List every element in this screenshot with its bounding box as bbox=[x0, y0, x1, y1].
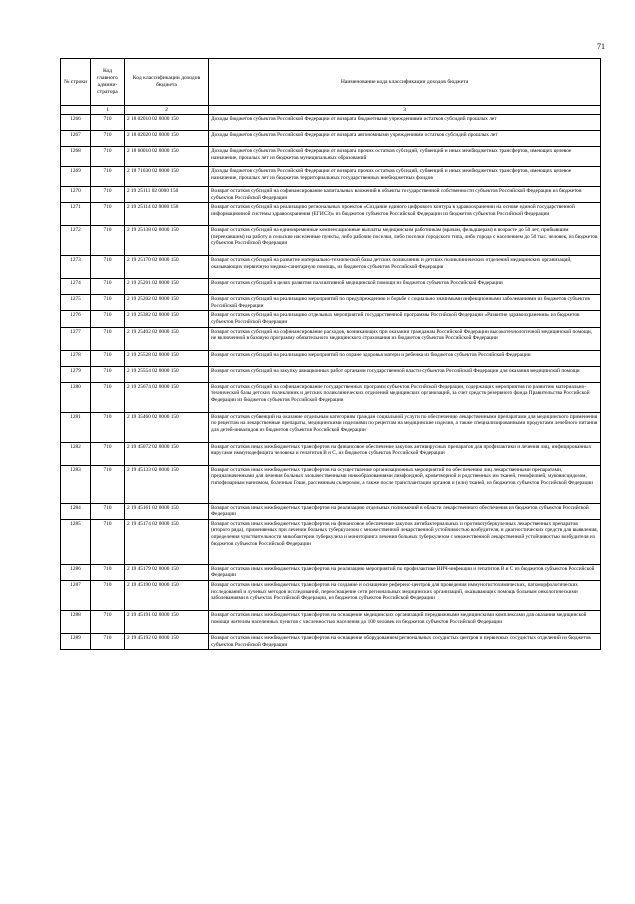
classification-name: Доходы бюджетов субъектов Российской Федерации от возврата прочих остатков субсидий, субвенций и иных межбюджетных трансфертов, имеющих целевое назначение, прошлых лет из бюджетов муниципальных образований bbox=[209, 147, 601, 167]
table-row bbox=[61, 442, 601, 465]
row-number: 1271 bbox=[61, 203, 91, 226]
classification-name: Возврат остатков субсидий на реализацию отдельных мероприятий государственной программы Российской Федерации «Развитие здравоохранения» из бюджетов субъектов Российской Федерации bbox=[209, 311, 601, 327]
column-number: 1 bbox=[91, 106, 125, 115]
admin-code: 710 bbox=[91, 350, 125, 366]
classification-name: Возврат остатков субсидий на реализацию мероприятий по предупреждению и борьбе с социально значимыми инфекционными заболеваниями из бюджетов субъектов Российской Федерации bbox=[209, 295, 601, 311]
row-number: 1279 bbox=[61, 366, 91, 382]
table-row bbox=[61, 131, 601, 147]
admin-code: 710 bbox=[91, 382, 125, 412]
classification-name: Возврат остатков субсидий на реализацию региональных проектов «Создание единого цифрового контура в здравоохранении на основе единой государственной информационной системы здравоохранения (ЕГИСЗ)» из бюджетов субъектов Российской Федерации из бюджетов субъектов Российской Федерации bbox=[209, 203, 601, 226]
row-number: 1274 bbox=[61, 279, 91, 295]
row-number: 1288 bbox=[61, 610, 91, 633]
table-row bbox=[61, 350, 601, 366]
classification-code: 2 19 25111 02 0000 150 bbox=[125, 187, 209, 203]
classification-name: Возврат остатков субсидий на реализацию мероприятий по охране здоровья матери и ребенка из бюджетов субъектов Российской Федерации bbox=[209, 350, 601, 366]
row-number: 1266 bbox=[61, 115, 91, 131]
admin-code: 710 bbox=[91, 442, 125, 465]
table-row bbox=[61, 226, 601, 256]
table-row bbox=[61, 187, 601, 203]
classification-name: Доходы бюджетов субъектов Российской Федерации от возврата автономными учреждениями остатков субсидий прошлых лет bbox=[209, 131, 601, 147]
row-number: 1281 bbox=[61, 412, 91, 442]
admin-code: 710 bbox=[91, 115, 125, 131]
classification-code: 2 19 25554 02 0000 150 bbox=[125, 366, 209, 382]
header-classification-code: Код классификации доходов бюджета bbox=[125, 59, 209, 106]
admin-code: 710 bbox=[91, 465, 125, 503]
row-number: 1289 bbox=[61, 633, 91, 649]
row-number: 1284 bbox=[61, 503, 91, 519]
admin-code: 710 bbox=[91, 187, 125, 203]
table-row bbox=[61, 519, 601, 564]
classification-code: 2 18 60010 02 0000 150 bbox=[125, 147, 209, 167]
classification-name: Возврат остатков субсидий на закупку авиационных работ органами государственной власти субъектов Российской Федерации для оказания медицинской помощи bbox=[209, 366, 601, 382]
row-number: 1276 bbox=[61, 311, 91, 327]
classification-code: 2 19 25528 02 0000 150 bbox=[125, 350, 209, 366]
classification-name: Возврат остатков иных межбюджетных трансфертов на оснащение медицинских организаций передвижными медицинскими комплексами для оказания медицинской помощи жителям населенных пунктов с численностью населения до 100 человек из бюджетов субъектов Российской Федерации bbox=[209, 610, 601, 633]
table-row bbox=[61, 564, 601, 580]
classification-name: Доходы бюджетов субъектов Российской Федерации от возврата прочих остатков субсидий, субвенций и иных межбюджетных трансфертов, имеющих целевое назначение, прошлых лет из бюджетов территориальных государственных внебюджетных фондов bbox=[209, 167, 601, 187]
table-row bbox=[61, 115, 601, 131]
row-number: 1285 bbox=[61, 519, 91, 564]
column-number bbox=[61, 106, 91, 115]
classification-code: 2 19 45179 02 0000 150 bbox=[125, 564, 209, 580]
table-row bbox=[61, 295, 601, 311]
classification-code: 2 19 45072 02 0000 150 bbox=[125, 442, 209, 465]
classification-name: Возврат остатков субсидий в целях развития паллиативной медицинской помощи из бюджетов субъектов Российской Федерации bbox=[209, 279, 601, 295]
classification-code: 2 18 02010 02 0000 150 bbox=[125, 115, 209, 131]
row-number: 1277 bbox=[61, 327, 91, 350]
row-number: 1273 bbox=[61, 256, 91, 279]
classification-code: 2 19 25114 02 0000 150 bbox=[125, 203, 209, 226]
admin-code: 710 bbox=[91, 327, 125, 350]
admin-code: 710 bbox=[91, 147, 125, 167]
admin-code: 710 bbox=[91, 519, 125, 564]
classification-name: Возврат остатков субсидий на единовременные компенсационные выплаты медицинским работникам (врачам, фельдшерам) в возрасте до 50 лет, прибывшим (переехавшим) на работу в сельские населенные пункты, либо рабочие поселки, либо поселки городского типа, либо города с населением до 50 тыс. человек, из бюджетов субъектов Российской Федерации bbox=[209, 226, 601, 256]
page-number: 71 bbox=[597, 42, 605, 51]
admin-code: 710 bbox=[91, 279, 125, 295]
classification-code: 2 19 45174 02 0000 150 bbox=[125, 519, 209, 564]
row-number: 1275 bbox=[61, 295, 91, 311]
classification-name: Возврат остатков субсидий на софинансирование капитальных вложений в объекты государственной собственности субъектов Российской Федерации из бюджетов субъектов Российской Федерации bbox=[209, 187, 601, 203]
row-number: 1269 bbox=[61, 167, 91, 187]
table-body bbox=[61, 115, 601, 650]
classification-code: 2 19 35460 02 0000 150 bbox=[125, 412, 209, 442]
classification-name: Возврат остатков иных межбюджетных трансфертов на реализацию мероприятий по профилактике ВИЧ-инфекции и гепатитов B и C из бюджетов субъектов Российской Федерации bbox=[209, 564, 601, 580]
table-row bbox=[61, 465, 601, 503]
table-row bbox=[61, 412, 601, 442]
classification-name: Возврат остатков иных межбюджетных трансфертов на оснащение оборудованием региональных сосудистых центров и первичных сосудистых отделений из бюджетов субъектов Российской Федерации bbox=[209, 633, 601, 649]
classification-code: 2 19 25674 02 0000 150 bbox=[125, 382, 209, 412]
header-row-number: № строки bbox=[61, 59, 91, 106]
column-number: 2 bbox=[125, 106, 209, 115]
classification-code: 2 19 25382 02 0000 150 bbox=[125, 311, 209, 327]
row-number: 1268 bbox=[61, 147, 91, 167]
admin-code: 710 bbox=[91, 131, 125, 147]
table-row bbox=[61, 167, 601, 187]
table-row bbox=[61, 311, 601, 327]
table-row bbox=[61, 382, 601, 412]
classification-name: Возврат остатков субсидий на софинансирование государственных программ субъектов Российской Федерации, содержащих мероприятия по развитию материально-технической базы детских поликлиник и детских поликлинических отделений медицинских организаций, за счет средств резервного фонда Правительства Российской Федерации из бюджетов субъектов Российской Федерации bbox=[209, 382, 601, 412]
row-number: 1280 bbox=[61, 382, 91, 412]
admin-code: 710 bbox=[91, 366, 125, 382]
classification-name: Возврат остатков иных межбюджетных трансфертов на финансовое обеспечение закупок антивирусных препаратов для профилактики и лечения лиц, инфицированных вирусами иммунодефицита человека и гепатитов B и C, из бюджетов субъектов Российской Федерации bbox=[209, 442, 601, 465]
classification-name: Возврат остатков субсидий на развитие материально-технической базы детских поликлиник и детских поликлинических отделений медицинских организаций, оказывающих первичную медико-санитарную помощь, из бюджетов субъектов Российской Федерации bbox=[209, 256, 601, 279]
classification-name: Доходы бюджетов субъектов Российской Федерации от возврата бюджетными учреждениями остатков субсидий прошлых лет bbox=[209, 115, 601, 131]
admin-code: 710 bbox=[91, 580, 125, 610]
row-number: 1267 bbox=[61, 131, 91, 147]
classification-code: 2 19 25201 02 0000 150 bbox=[125, 279, 209, 295]
classification-name: Возврат остатков субвенций на оказание отдельным категориям граждан социальной услуги по обеспечению лекарственными препаратами для медицинского применения по рецептам на лекарственные препараты, медицинскими изделиями по рецептам на медицинские изделия, а также специализированными продуктами лечебного питания для детей-инвалидов из бюджетов субъектов Российской Федерации bbox=[209, 412, 601, 442]
table-row bbox=[61, 633, 601, 649]
admin-code: 710 bbox=[91, 633, 125, 649]
admin-code: 710 bbox=[91, 412, 125, 442]
classification-name: Возврат остатков иных межбюджетных трансфертов на реализацию отдельных полномочий в области лекарственного обеспечения из бюджетов субъектов Российской Федерации bbox=[209, 503, 601, 519]
header-classification-name: Наименование кода классификации доходов бюджета bbox=[209, 59, 601, 106]
classification-code: 2 19 25138 02 0000 150 bbox=[125, 226, 209, 256]
admin-code: 710 bbox=[91, 256, 125, 279]
classification-code: 2 19 25402 02 0000 150 bbox=[125, 327, 209, 350]
admin-code: 710 bbox=[91, 295, 125, 311]
row-number: 1272 bbox=[61, 226, 91, 256]
classification-name: Возврат остатков субсидий на софинансирование расходов, возникающих при оказании гражданам Российской Федерации высокотехнологичной медицинской помощи, не включенной в базовую программу обязательного медицинского страхования из бюджетов субъектов Российской Федерации bbox=[209, 327, 601, 350]
classification-name: Возврат остатков иных межбюджетных трансфертов на создание и оснащение референс-центров для проведения иммуногистохимических, патоморфологических исследований и лучевых методов исследований, переоснащение сети региональных медицинских организаций, оказывающих помощь больным онкологическими заболеваниями в субъектах Российской Федерации, из бюджетов субъектов Российской Федерации bbox=[209, 580, 601, 610]
row-number: 1287 bbox=[61, 580, 91, 610]
admin-code: 710 bbox=[91, 610, 125, 633]
classification-code: 2 19 45192 02 0000 150 bbox=[125, 633, 209, 649]
header-admin-code: Код главного админи-стратора bbox=[91, 59, 125, 106]
classification-name: Возврат остатков иных межбюджетных трансфертов на осуществление организационных мероприятий по обеспечению лиц лекарственными препаратами, предназначенными для лечения больных злокачественными новообразованиями лимфоидной, кроветворной и родственных им тканей, гемофилией, муковисцидозом, гипофизарным нанизмом, болезнью Гоше, рассеянным склерозом, а также после трансплантации органов и (или) тканей, из бюджетов субъектов Российской Федерации bbox=[209, 465, 601, 503]
table-row bbox=[61, 203, 601, 226]
table-row bbox=[61, 256, 601, 279]
admin-code: 710 bbox=[91, 167, 125, 187]
admin-code: 710 bbox=[91, 503, 125, 519]
classification-code: 2 19 25170 02 0000 150 bbox=[125, 256, 209, 279]
classification-code: 2 19 45190 02 0000 150 bbox=[125, 580, 209, 610]
row-number: 1282 bbox=[61, 442, 91, 465]
table-row bbox=[61, 147, 601, 167]
admin-code: 710 bbox=[91, 203, 125, 226]
row-number: 1278 bbox=[61, 350, 91, 366]
column-number-row bbox=[61, 106, 601, 115]
admin-code: 710 bbox=[91, 564, 125, 580]
budget-classification-table bbox=[60, 58, 601, 650]
row-number: 1283 bbox=[61, 465, 91, 503]
table-header-row bbox=[61, 59, 601, 106]
admin-code: 710 bbox=[91, 226, 125, 256]
table-row bbox=[61, 503, 601, 519]
classification-code: 2 19 45161 02 0000 150 bbox=[125, 503, 209, 519]
admin-code: 710 bbox=[91, 311, 125, 327]
classification-code: 2 19 45133 02 0000 150 bbox=[125, 465, 209, 503]
table-row bbox=[61, 366, 601, 382]
table-row bbox=[61, 279, 601, 295]
classification-name: Возврат остатков иных межбюджетных трансфертов на финансовое обеспечение закупок антибактериальных и противотуберкулезных лекарственных препаратов (второго ряда), применяемых при лечении больных туберкулезом с множественной лекарственной устойчивостью возбудителя, и диагностических средств для выявления, определения чувствительности микобактерии туберкулеза и мониторинга лечения больных туберкулезом с множественной лекарственной устойчивостью возбудителя из бюджетов субъектов Российской Федерации bbox=[209, 519, 601, 564]
table-row bbox=[61, 327, 601, 350]
classification-code: 2 19 25202 02 0000 150 bbox=[125, 295, 209, 311]
classification-code: 2 19 45191 02 0000 150 bbox=[125, 610, 209, 633]
table-row bbox=[61, 610, 601, 633]
classification-code: 2 18 71030 02 0000 150 bbox=[125, 167, 209, 187]
row-number: 1286 bbox=[61, 564, 91, 580]
column-number: 3 bbox=[209, 106, 601, 115]
row-number: 1270 bbox=[61, 187, 91, 203]
table-row bbox=[61, 580, 601, 610]
classification-code: 2 18 02020 02 0000 150 bbox=[125, 131, 209, 147]
